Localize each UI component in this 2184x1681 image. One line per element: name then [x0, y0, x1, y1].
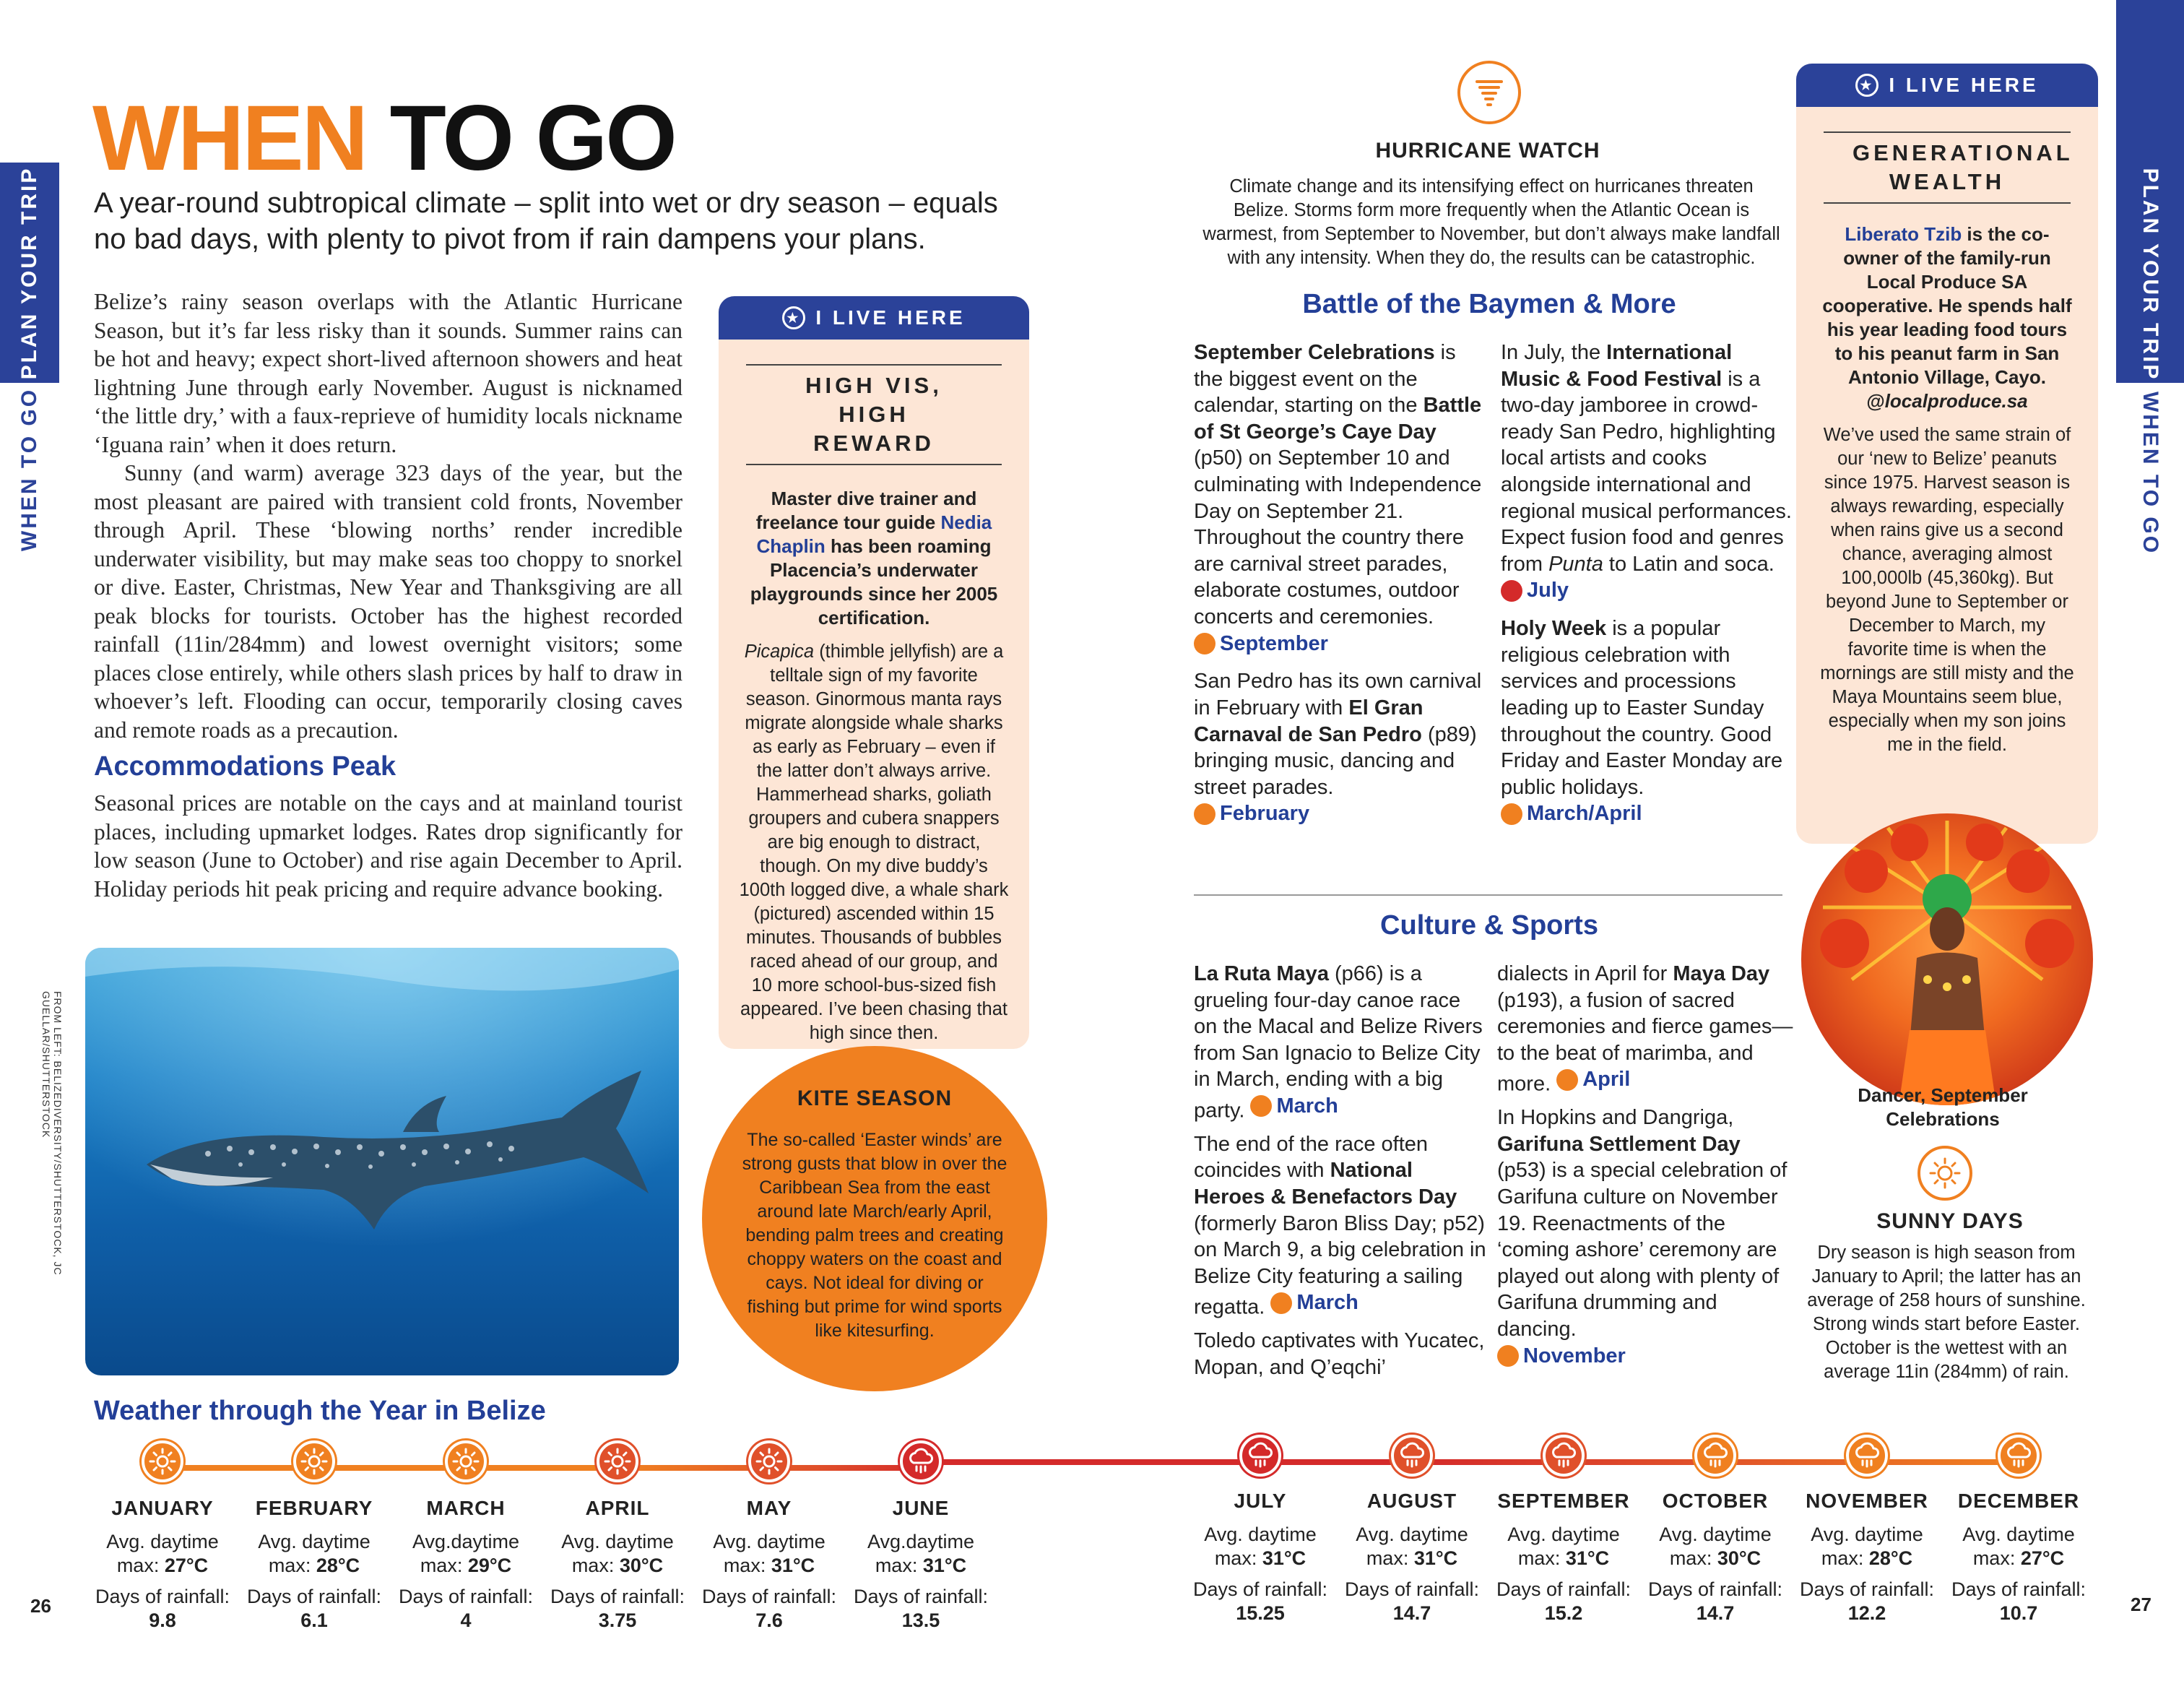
sun-icon	[142, 1440, 183, 1482]
intro-text: A year-round subtropical climate – split into wet or dry season – equals no bad days, with plenty to pivot from if rain dampens your plans.	[94, 187, 998, 255]
weather-month-september	[1491, 1490, 1636, 1625]
sunny-days-icon	[1918, 1146, 1972, 1201]
garifuna-day-label: Garifuna Settlement Day	[1497, 1132, 1741, 1156]
battle-text: (p89) bringing music, dancing and street parades.	[1194, 722, 1477, 799]
ilh1-title: HIGH VIS, HIGH REWARD	[746, 364, 1002, 465]
ilh1-body: (thimble jellyfish) are a telltale sign of my favorite season. Ginormous manta rays migrate alongside whale sharks as early as February – even if the latter don’t always arrive. Hammerhead sharks, goliath groupers and cubera snappers are big enough to distract, though. On my dive buddy’s 100th logged dive, a whale shark (pictured) ascended within 15 minutes. Thousands of bubbles raced ahead of our group, and 10 more school-bus-sized fish appeared. I’ve been chasing that high since then.	[739, 641, 1009, 1043]
battle-text: In July, the	[1501, 341, 1607, 364]
culture-column-1	[1194, 961, 1486, 1381]
temp-value-line	[90, 1554, 235, 1578]
left-tab-label: PLAN YOUR TRIP	[17, 166, 41, 379]
rain-value: 9.8	[149, 1609, 176, 1631]
temp-label: Avg.daytime	[412, 1531, 520, 1552]
body-paragraph-1: Belize’s rainy season overlaps with the Atlantic Hurricane Season, but it’s far less risky than it sounds. Summer rains can be hot and heavy; expect short-lived afternoon showers and heat lightning June through early November. August is nicknamed ‘the little dry,’ with a faux-reprieve of humidity locals nickname ‘Iguana rain’ when it does return.	[94, 289, 682, 457]
right-tab-label: PLAN YOUR TRIP	[2138, 168, 2162, 381]
ilh1-intro	[740, 487, 1008, 630]
sun-icon	[1556, 1069, 1578, 1091]
temp-value-line	[849, 1554, 993, 1578]
badge-icon: ★	[1855, 74, 1878, 97]
temp-value: 31°C	[922, 1555, 967, 1576]
left-section-label: WHEN TO GO	[17, 387, 41, 552]
i-live-here-header	[1796, 64, 2098, 107]
temp-value-line	[242, 1554, 386, 1578]
month-label: March	[1276, 1094, 1338, 1118]
max-label: max:	[1821, 1547, 1864, 1569]
title-part-to-go: TO GO	[366, 87, 675, 190]
weather-month-february	[242, 1497, 386, 1633]
rain-label: Days of rainfall:	[550, 1586, 685, 1607]
month-name: DECEMBER	[1957, 1490, 2080, 1512]
weather-month-november	[1795, 1490, 1939, 1625]
dancer-photo	[1801, 813, 2093, 1105]
temp-label: Avg. daytime	[713, 1531, 826, 1552]
rain-value: 4	[460, 1609, 472, 1631]
max-label: max:	[268, 1555, 311, 1576]
photo-credit: FROM LEFT: BELIZEDIVERSITY/SHUTTERSTOCK, JC GUELLAR/SHUTTERSTOCK	[40, 991, 64, 1276]
battle-column-2	[1501, 340, 1793, 831]
page-number-left: 26	[30, 1595, 51, 1617]
rain-label: Days of rainfall:	[1344, 1578, 1480, 1600]
temp-value-line	[1643, 1547, 1788, 1570]
i-live-here-label: I LIVE HERE	[1889, 74, 2039, 96]
month-label: March/April	[1527, 802, 1642, 826]
page-title	[92, 87, 675, 190]
i-live-here-label: I LIVE HERE	[815, 306, 966, 329]
month-label: April	[1582, 1068, 1631, 1092]
weather-line-left	[165, 1465, 930, 1471]
holy-week-label: Holy Week	[1501, 617, 1607, 641]
culture-text: The end of the race often coincides with	[1194, 1132, 1429, 1183]
rain-value: 15.2	[1544, 1602, 1583, 1624]
ilh2-person-name[interactable]: Liberato Tzib	[1845, 223, 1962, 245]
sun-icon	[748, 1440, 790, 1482]
culture-text: (p193), a fusion of sacred ceremonies and fierce games— to the beat of marimba, and more.	[1497, 988, 1793, 1096]
rain-value: 15.25	[1236, 1602, 1285, 1624]
kite-season-circle	[702, 1046, 1047, 1391]
month-name: MAY	[746, 1497, 792, 1519]
weather-month-may	[697, 1497, 841, 1633]
kite-season-title: KITE SEASON	[797, 1086, 953, 1110]
weather-month-july	[1188, 1490, 1332, 1625]
max-label: max:	[1517, 1547, 1561, 1569]
culture-text: (p66) is a grueling four-day canoe race on the Macal and Belize Rivers from San Ignacio to Belize City in March, ending with a big party.	[1194, 962, 1483, 1123]
battle-heading: Battle of the Baymen & More	[1302, 289, 1676, 319]
rain-icon	[1846, 1435, 1888, 1477]
rain-value: 3.75	[598, 1609, 637, 1631]
ilh1-person-name[interactable]: Nedia Chaplin	[756, 511, 992, 557]
kite-season-text: The so-called ‘Easter winds’ are strong gusts that blow in over the Caribbean Sea from the east around late March/early April, bending palm trees and creating choppy waters on the coast and cays. Not ideal for diving or fishing but prime for wind sports like kitesurfing.	[742, 1130, 1008, 1341]
month-label: July	[1527, 579, 1569, 602]
culture-text: (formerly Baron Bliss Day; p52) on March 9, a big celebration in Belize City featuring a sailing regatta.	[1194, 1211, 1486, 1319]
weather-heading: Weather through the Year in Belize	[94, 1396, 546, 1426]
month-name: SEPTEMBER	[1497, 1490, 1630, 1512]
culture-column-2	[1497, 961, 1793, 1374]
month-name: NOVEMBER	[1806, 1490, 1928, 1512]
rain-label: Days of rainfall:	[1496, 1578, 1632, 1600]
temp-label: Avg. daytime	[1204, 1524, 1317, 1545]
battle-text: is a two-day jamboree in crowd-ready San Pedro, highlighting local artists and cooks alongside international and regional musical performances. Expect fusion food and genres from	[1501, 367, 1792, 576]
weather-month-march	[394, 1497, 538, 1633]
max-label: max:	[1972, 1547, 2016, 1569]
temp-value-line	[545, 1554, 690, 1578]
rain-value: 14.7	[1696, 1602, 1735, 1624]
month-label: February	[1220, 802, 1310, 826]
sun-icon	[1250, 1095, 1272, 1117]
temp-value-line	[1491, 1547, 1636, 1570]
rain-icon	[1391, 1435, 1433, 1477]
hurricane-text: Climate change and its intensifying effect on hurricanes threaten Belize. Storms form more frequently when the Atlantic Ocean is warmest, from September to November, but don’t always make landfall with any intensity. When they do, the results can be catastrophic.	[1202, 176, 1780, 268]
culture-text: (p53) is a special celebration of Garifuna culture on November 19. Reenactments of the ‘coming ashore’ ceremony are played out along with plenty of Garifuna drumming and dancing.	[1497, 1159, 1788, 1341]
whale-shark-photo	[85, 948, 679, 1375]
temp-value-line	[1188, 1547, 1332, 1570]
sun-icon	[445, 1440, 487, 1482]
accommodations-heading: Accommodations Peak	[94, 751, 396, 782]
temp-label: Avg. daytime	[561, 1531, 674, 1552]
temp-label: Avg. daytime	[1507, 1524, 1620, 1545]
culture-para-garifuna	[1497, 1105, 1793, 1373]
weather-month-january	[90, 1497, 235, 1633]
heroes-day-label: National Heroes & Benefactors Day	[1194, 1159, 1457, 1209]
rain-icon	[1497, 1345, 1519, 1367]
month-name: AUGUST	[1366, 1490, 1457, 1512]
max-label: max:	[571, 1555, 615, 1576]
temp-value-line	[1946, 1547, 2091, 1570]
temp-value-line	[697, 1554, 841, 1578]
ilh1-intro-pre: Master dive trainer and freelance tour guide	[755, 488, 977, 533]
month-name: JANUARY	[111, 1497, 214, 1519]
battle-para-holy-week	[1501, 615, 1793, 831]
dancer-caption: Dancer, September Celebrations	[1858, 1084, 2028, 1130]
temp-label: Avg. daytime	[1659, 1524, 1772, 1545]
sunny-days-title: SUNNY DAYS	[1876, 1209, 2024, 1233]
battle-text: is the biggest event on the calendar, starting on the	[1194, 341, 1456, 418]
month-label: November	[1523, 1344, 1626, 1367]
punta-label: Punta	[1548, 552, 1603, 576]
i-live-here-box-peanut	[1796, 64, 2098, 844]
culture-para-3: Toledo captivates with Yucatec, Mopan, and Q’eqchi’	[1194, 1329, 1485, 1379]
ilh2-text: We’ve used the same strain of our ‘new to Belize’ peanuts since 1975. Harvest season is always rewarding, especially when rains give us a second chance, averaging almost 100,000lb (45,360kg). But beyond June to September or December to March, my favorite time is when the mornings are still misty and the Maya Mountains seem blue, especially when my son joins me in the field.	[1820, 425, 2074, 755]
weather-month-june	[849, 1497, 993, 1633]
battle-text: is a popular religious celebration with services and processions leading up to Easter Sunday throughout the country. Good Friday and Easter Monday are public holidays.	[1501, 617, 1783, 799]
i-live-here-box-dive	[719, 296, 1029, 1049]
temp-label: Avg. daytime	[1962, 1524, 2075, 1545]
rain-icon	[1694, 1435, 1736, 1477]
right-section-label: WHEN TO GO	[2138, 391, 2162, 556]
month-label: March	[1296, 1291, 1358, 1315]
temp-value-line	[1795, 1547, 1939, 1570]
rain-value: 6.1	[300, 1609, 328, 1631]
month-name: APRIL	[585, 1497, 650, 1519]
rain-label: Days of rainfall:	[701, 1586, 837, 1607]
rain-value: 12.2	[1847, 1602, 1886, 1624]
temp-value: 29°C	[467, 1555, 512, 1576]
ilh2-intro	[1821, 222, 2074, 413]
ilh2-intro-post: is the co-owner of the family-run Local Produce SA cooperative. He spends half his year leading food tours to his peanut farm in San Antonio Village, Cayo. @	[1822, 223, 2072, 412]
section-divider	[1194, 894, 1782, 896]
weather-month-october	[1643, 1490, 1788, 1625]
rain-icon	[900, 1440, 942, 1482]
sun-icon	[1194, 803, 1216, 825]
max-label: max:	[1669, 1547, 1712, 1569]
ilh2-handle[interactable]: localproduce.sa	[1884, 390, 2028, 412]
el-gran-carnaval-label: El Gran Carnaval de San Pedro	[1194, 696, 1424, 746]
temp-value: 31°C	[1565, 1547, 1610, 1569]
page-number-right: 27	[2131, 1594, 2152, 1615]
st-georges-label: Battle of St George’s Caye Day	[1194, 394, 1482, 444]
title-part-when: WHEN	[92, 87, 367, 190]
temp-label: Avg. daytime	[106, 1531, 219, 1552]
month-name: JULY	[1234, 1490, 1287, 1512]
sunny-days-text: Dry season is high season from January to April; the latter has an average of 258 hours of sunshine. Strong winds start before Easter. October is the wettest with an average 11in (284mm) of rain.	[1807, 1243, 2086, 1382]
accommodations-text: Seasonal prices are notable on the cays and at mainland tourist places, including upmarket lodges. Rates drop significantly for low season (June to October) and rise again December to April. Holiday periods hit peak pricing and require advance booking.	[94, 790, 682, 902]
rain-value: 7.6	[755, 1609, 783, 1631]
ilh1-italic: Picapica	[744, 641, 815, 662]
body-paragraph-2: Sunny (and warm) average 323 days of the year, but the most pleasant are paired with transient cold fronts, November through April. These ‘blowing norths’ render incredible underwater visibility, but may make seas too choppy to snorkel or dive. Easter, Christmas, New Year and Thanksgiving are all peak blocks for tourists. October has the highest recorded rainfall (11in/284mm) and lowest overnight visitors; some places close entirely, while others slash prices by half to draw in whoever’s left. Flooding can occur, temporarily closing caves and remote roads as a precaution.	[94, 460, 682, 743]
temp-value: 31°C	[1413, 1547, 1458, 1569]
la-ruta-maya-label: La Ruta Maya	[1194, 962, 1329, 985]
sun-icon	[1501, 803, 1522, 825]
rain-value: 14.7	[1392, 1602, 1431, 1624]
max-label: max:	[1366, 1547, 1409, 1569]
month-tag-march-2	[1270, 1289, 1358, 1316]
right-section-tab[interactable]	[2116, 0, 2184, 383]
hurricane-title: HURRICANE WATCH	[1375, 139, 1600, 163]
temp-label: Avg.daytime	[867, 1531, 975, 1552]
rain-label: Days of rainfall:	[398, 1586, 534, 1607]
rain-icon	[1501, 580, 1522, 602]
rain-label: Days of rainfall:	[95, 1586, 230, 1607]
max-label: max:	[420, 1555, 463, 1576]
left-section-tab[interactable]	[0, 163, 59, 383]
sun-icon	[1270, 1292, 1292, 1314]
weather-month-april	[545, 1497, 690, 1633]
temp-label: Avg. daytime	[1356, 1524, 1468, 1545]
culture-text: dialects in April for	[1497, 962, 1673, 985]
month-tag-april	[1556, 1066, 1630, 1093]
month-tag-march-april	[1501, 800, 1642, 827]
temp-value: 31°C	[771, 1555, 815, 1576]
temp-value: 30°C	[619, 1555, 664, 1576]
ilh1-intro-post: has been roaming Placencia’s underwater playgrounds since her 2005 certification.	[750, 535, 998, 628]
music-food-festival-label: International Music & Food Festival	[1501, 341, 1733, 391]
month-name: FEBRUARY	[255, 1497, 373, 1519]
max-label: max:	[875, 1555, 918, 1576]
badge-icon: ★	[782, 306, 805, 329]
ilh1-text	[737, 640, 1010, 1045]
rain-label: Days of rainfall:	[1799, 1578, 1935, 1600]
battle-text: to Latin and soca.	[1603, 552, 1774, 576]
temp-value: 28°C	[1868, 1547, 1913, 1569]
battle-text: (p50) on September 10 and culminating with Independence Day on September 21. Throughout the country there are carnival street parades, elaborate costumes, outdoor concerts and ceremonies.	[1194, 446, 1482, 628]
sun-icon	[293, 1440, 335, 1482]
rain-label: Days of rainfall:	[1951, 1578, 2086, 1600]
month-name: JUNE	[892, 1497, 950, 1519]
max-label: max:	[1214, 1547, 1257, 1569]
temp-value: 27°C	[164, 1555, 209, 1576]
battle-para-2	[1194, 668, 1486, 831]
temp-label: Avg. daytime	[258, 1531, 370, 1552]
temp-label: Avg. daytime	[1811, 1524, 1923, 1545]
ilh2-title: GENERATIONAL WEALTH	[1824, 131, 2071, 204]
month-tag-march	[1250, 1093, 1338, 1120]
maya-day-label: Maya Day	[1673, 962, 1770, 985]
rain-icon	[1543, 1435, 1585, 1477]
max-label: max:	[116, 1555, 160, 1576]
rain-label: Days of rainfall:	[1192, 1578, 1328, 1600]
battle-column-1	[1194, 340, 1486, 831]
sun-icon	[1194, 633, 1216, 654]
rain-label: Days of rainfall:	[853, 1586, 989, 1607]
month-tag-february	[1194, 800, 1309, 827]
weather-month-august	[1340, 1490, 1484, 1625]
sun-icon	[597, 1440, 638, 1482]
rain-icon	[1239, 1435, 1281, 1477]
temp-value-line	[394, 1554, 538, 1578]
temp-value: 31°C	[1262, 1547, 1306, 1569]
rain-label: Days of rainfall:	[1647, 1578, 1783, 1600]
hurricane-icon	[1457, 61, 1521, 124]
month-name: MARCH	[426, 1497, 506, 1519]
culture-heading: Culture & Sports	[1380, 910, 1598, 941]
month-tag-july	[1501, 577, 1569, 604]
temp-value: 28°C	[316, 1555, 360, 1576]
culture-para-2	[1194, 1131, 1486, 1321]
weather-month-december	[1946, 1490, 2091, 1625]
battle-text: San Pedro has its own carnival in February with	[1194, 670, 1482, 720]
rain-value: 13.5	[901, 1609, 940, 1631]
temp-value-line	[1340, 1547, 1484, 1570]
month-label: September	[1220, 631, 1328, 655]
temp-value: 27°C	[2020, 1547, 2065, 1569]
month-tag-september	[1194, 631, 1328, 657]
september-celebrations-label: September Celebrations	[1194, 341, 1435, 364]
temp-value: 30°C	[1717, 1547, 1762, 1569]
max-label: max:	[723, 1555, 766, 1576]
month-tag-november	[1497, 1343, 1626, 1370]
culture-text: In Hopkins and Dangriga,	[1497, 1106, 1734, 1130]
month-name: OCTOBER	[1662, 1490, 1769, 1512]
i-live-here-header	[719, 296, 1029, 340]
rain-icon	[1998, 1435, 2040, 1477]
rain-value: 10.7	[1999, 1602, 2038, 1624]
rain-label: Days of rainfall:	[246, 1586, 382, 1607]
